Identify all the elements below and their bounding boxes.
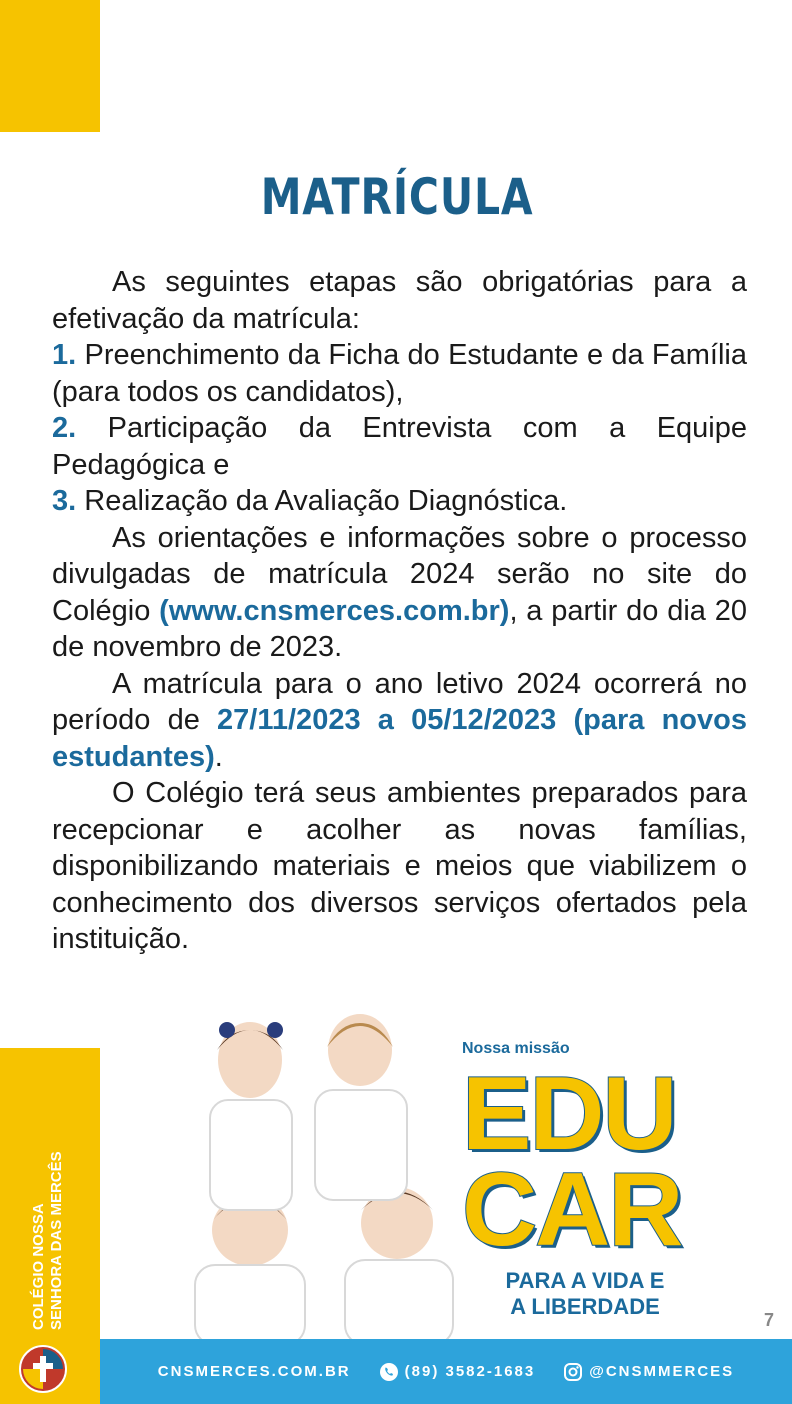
instagram-icon	[563, 1362, 583, 1382]
info-paragraph	[52, 520, 747, 666]
step-number: 1.	[52, 339, 77, 371]
footer-phone[interactable]	[379, 1362, 536, 1382]
body-text	[52, 264, 747, 958]
phone-text: (89) 3582-1683	[404, 1363, 536, 1380]
educar-word-2: CAR	[462, 1152, 682, 1268]
tagline	[470, 1268, 700, 1320]
step-text: Participação da Entrevista com a Equipe Pedagógica e	[52, 412, 747, 481]
mission-label: Nossa missão	[462, 1040, 570, 1057]
step-text: Preenchimento da Ficha do Estudante e da Família (para todos os candidatos),	[52, 339, 747, 408]
step-3	[52, 483, 747, 520]
footer-website[interactable]	[158, 1363, 351, 1380]
page-number: 7	[764, 1310, 775, 1330]
school-name-line-2: SENHORA DAS MERCÊS	[48, 1151, 65, 1330]
text-span: As orientações e informações sobre o processo divulgadas de matrícula 2024 serão no site do Colégio	[52, 521, 747, 627]
website-link[interactable]: (www.cnsmerces.com.br)	[159, 594, 510, 627]
whatsapp-icon	[379, 1362, 399, 1382]
top-yellow-tab	[0, 0, 100, 132]
school-name-line-1: COLÉGIO NOSSA	[30, 1203, 47, 1330]
children-photo	[165, 1005, 465, 1345]
step-text: Realização da Avaliação Diagnóstica.	[76, 485, 568, 517]
step-2	[52, 410, 747, 483]
page-title: MATRÍCULA	[260, 168, 534, 226]
step-number: 3.	[52, 485, 77, 517]
date-highlight: 27/11/2023 a 05/12/2023 (para novos estudantes)	[52, 704, 747, 773]
intro-paragraph: As seguintes etapas são obrigatórias para a efetivação da matrícula:	[52, 266, 747, 335]
instagram-text: @CNSMMERCES	[589, 1363, 735, 1380]
school-name-vertical	[30, 1151, 66, 1330]
closing-paragraph: O Colégio terá seus ambientes preparados para recepcionar e acolher as novas famílias, disponibilizando materiais e meios que viabilizem o conhecimento dos diversos serviços ofertados pela instituição.	[52, 777, 747, 955]
tagline-line-2: A LIBERDADE	[510, 1294, 660, 1319]
educar-word-1: EDU	[462, 1056, 676, 1172]
text-span: .	[214, 740, 223, 773]
footer-bar	[100, 1339, 792, 1404]
tagline-line-1: PARA A VIDA E	[505, 1268, 665, 1293]
footer-instagram[interactable]	[563, 1362, 734, 1382]
text-span: A matrícula para o ano letivo 2024 ocorrerá no período de	[52, 667, 747, 736]
text-span: , a partir do dia 20 de novembro de 2023.	[52, 594, 747, 663]
enrollment-period-paragraph	[52, 666, 747, 776]
school-logo-icon	[18, 1344, 68, 1394]
website-text: CNSMERCES.COM.BR	[157, 1363, 351, 1380]
step-1	[52, 337, 747, 410]
step-number: 2.	[52, 412, 77, 444]
